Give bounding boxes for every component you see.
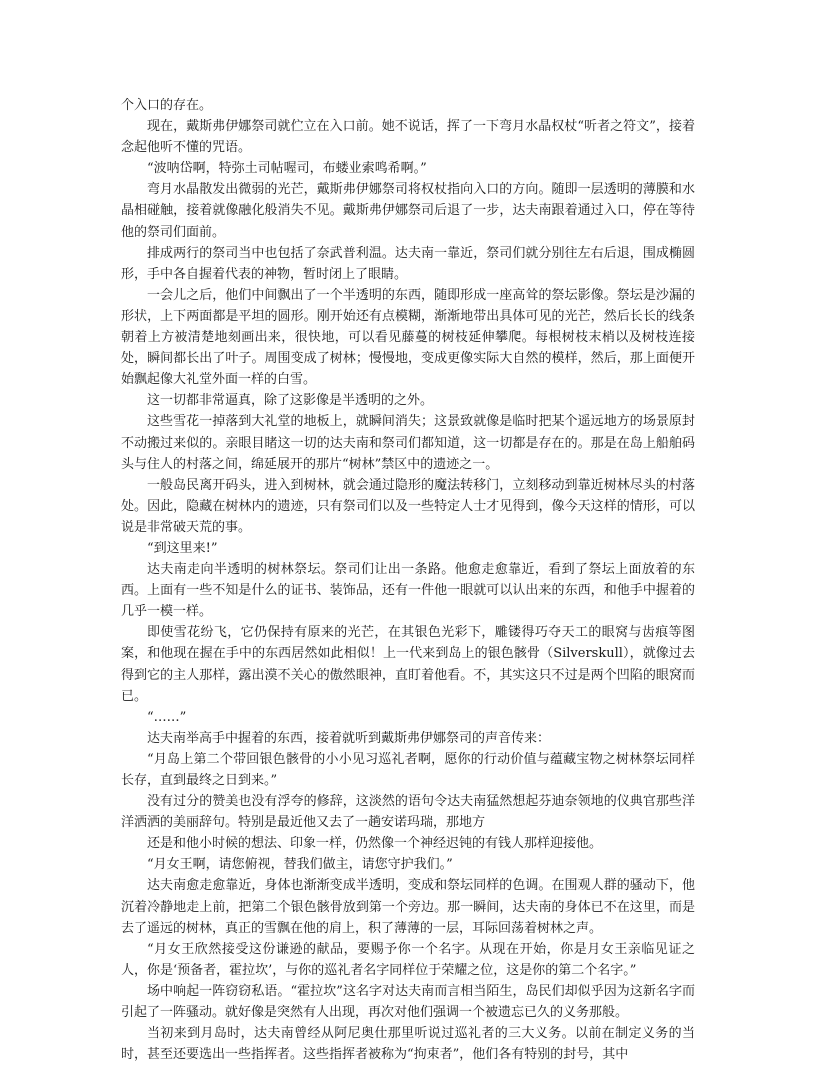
paragraph: 现在，戴斯弗伊娜祭司就伫立在入口前。她不说话，挥了一下弯月水晶权杖“听者之符文”，接着念起他听不懂的咒语。 bbox=[121, 119, 695, 156]
paragraph: 场中响起一阵窃窃私语。“霍拉坎”这名字对达夫南而言相当陌生，岛民们却似乎因为这新名字而引起了一阵骚动。就好像是突然有人出现，再次对他们强调一个被遗忘已久的义务那般。 bbox=[121, 983, 695, 1021]
paragraph: 当初来到月岛时，达夫南曾经从阿尼奥仕那里听说过巡礼者的三大义务。以前在制定义务的当时，甚至还要选出一些指挥者。这些指挥者被称为“拘束者”，他们各有特别的封号，其中 bbox=[121, 1026, 695, 1063]
paragraph: 还是和他小时候的想法、印象一样，仍然像一个神经迟钝的有钱人那样迎接他。 bbox=[147, 836, 603, 852]
paragraph: “到这里来!” bbox=[147, 540, 218, 556]
paragraph: “月岛上第二个带回银色骸骨的小小见习巡礼者啊，愿你的行动价值与蕴藏宝物之树林祭坛同样长存，直到最终之日到来。” bbox=[121, 751, 695, 788]
paragraph: “……” bbox=[147, 709, 187, 725]
paragraph: 一会儿之后，他们中间飘出了一个半透明的东西，随即形成一座高耸的祭坛影像。祭坛是沙漏的形状，上下两面都是平坦的圆形。刚开始还有点模糊，渐渐地带出具体可见的光芒，然后长长的线条朝着上方被清楚地刻画出来，很快地，可以看见藤蔓的树枝延伸攀爬。每根树枝末梢以及树枝连接处，瞬间都长出了叶子。周围变成了树林；慢慢地，变成更像实际大自然的模样，然后，那上面便开始飘起像大礼堂外面一样的白雪。 bbox=[121, 287, 695, 388]
paragraph: 这一切都非常逼真，除了这影像是半透明的之外。 bbox=[147, 393, 434, 409]
paragraph: “月女王啊，请您俯视，替我们做主，请您守护我们。” bbox=[147, 857, 453, 873]
paragraph: 弯月水晶散发出微弱的光芒，戴斯弗伊娜祭司将权杖指向入口的方向。随即一层透明的薄膜和水晶相碰触，接着就像融化般消失不见。戴斯弗伊娜祭司后退了一步，达夫南跟着通过入口，停在等待他的祭司们面前。 bbox=[121, 182, 695, 240]
paragraph: 一般岛民离开码头，进入到树林，就会通过隐形的魔法转移门，立刻移动到靠近树林尽头的村落处。因此，隐藏在树林内的遗迹，只有祭司们以及一些特定人士才见得到，像今天这样的情形，可以说是非常破天荒的事。 bbox=[121, 477, 695, 535]
paragraph: 个入口的存在。 bbox=[121, 98, 213, 113]
paragraph: 这些雪花一掉落到大礼堂的地板上，就瞬间消失；这景致就像是临时把某个遥远地方的场景原封不动搬过来似的。亲眼目睹这一切的达夫南和祭司们都知道，这一切都是存在的。那是在岛上船舶码头与住人的村落之间，绵延展开的那片“树林”禁区中的遗迹之一。 bbox=[121, 414, 695, 472]
paragraph: 排成两行的祭司当中也包括了奈武普利温。达夫南一靠近，祭司们就分别往左右后退，围成椭圆形，手中各自握着代表的神物，暂时闭上了眼睛。 bbox=[121, 245, 695, 282]
paragraph: “月女王欣然接受这份谦逊的献品，要赐予你一个名字。从现在开始，你是月女王亲临见证之人，你是‘预备者，霍拉坎’，与你的巡礼者名字同样位于荣耀之位，这是你的第二个名字。” bbox=[121, 941, 695, 978]
paragraph: 达夫南走向半透明的树林祭坛。祭司们让出一条路。他愈走愈靠近，看到了祭坛上面放着的东西。上面有一些不知是什么的证书、装饰品，还有一件他一眼就可以认出来的东西，和他手中握着的几乎一模一样。 bbox=[121, 562, 695, 620]
paragraph: 没有过分的赞美也没有浮夸的修辞，这淡然的语句令达夫南猛然想起芬迪奈领地的仪典官那些洋洋洒洒的美丽辞句。特别是最近他又去了一趟安诺玛瑞，那地方 bbox=[121, 794, 695, 831]
paragraph: 达夫南举高手中握着的东西，接着就听到戴斯弗伊娜祭司的声音传来： bbox=[147, 730, 551, 746]
paragraph: “波呐岱啊，特弥土司帖喔司，布蝼业索鸣希啊。” bbox=[147, 161, 427, 177]
document-page bbox=[121, 95, 695, 1065]
paragraph: 达夫南愈走愈靠近，身体也渐渐变成半透明，变成和祭坛同样的色调。在围观人群的骚动下，他沉着冷静地走上前，把第二个银色骸骨放到第一个旁边。那一瞬间，达夫南的身体已不在这里，而是去了遥远的树林，真正的雪飘在他的肩上，积了薄薄的一层，耳际回荡着树林之声。 bbox=[121, 878, 695, 936]
paragraph: 即使雪花纷飞，它仍保持有原来的光芒，在其银色光彩下，雕镂得巧夺天工的眼窝与齿痕等图案，和他现在握在手中的东西居然如此相似！上一代来到岛上的银色骸骨（Silverskull），就像过去得到它的主人那样，露出漠不关心的傲然眼神，直盯着他看。不，其实这只不过是两个凹陷的眼窝而已。 bbox=[121, 625, 695, 704]
